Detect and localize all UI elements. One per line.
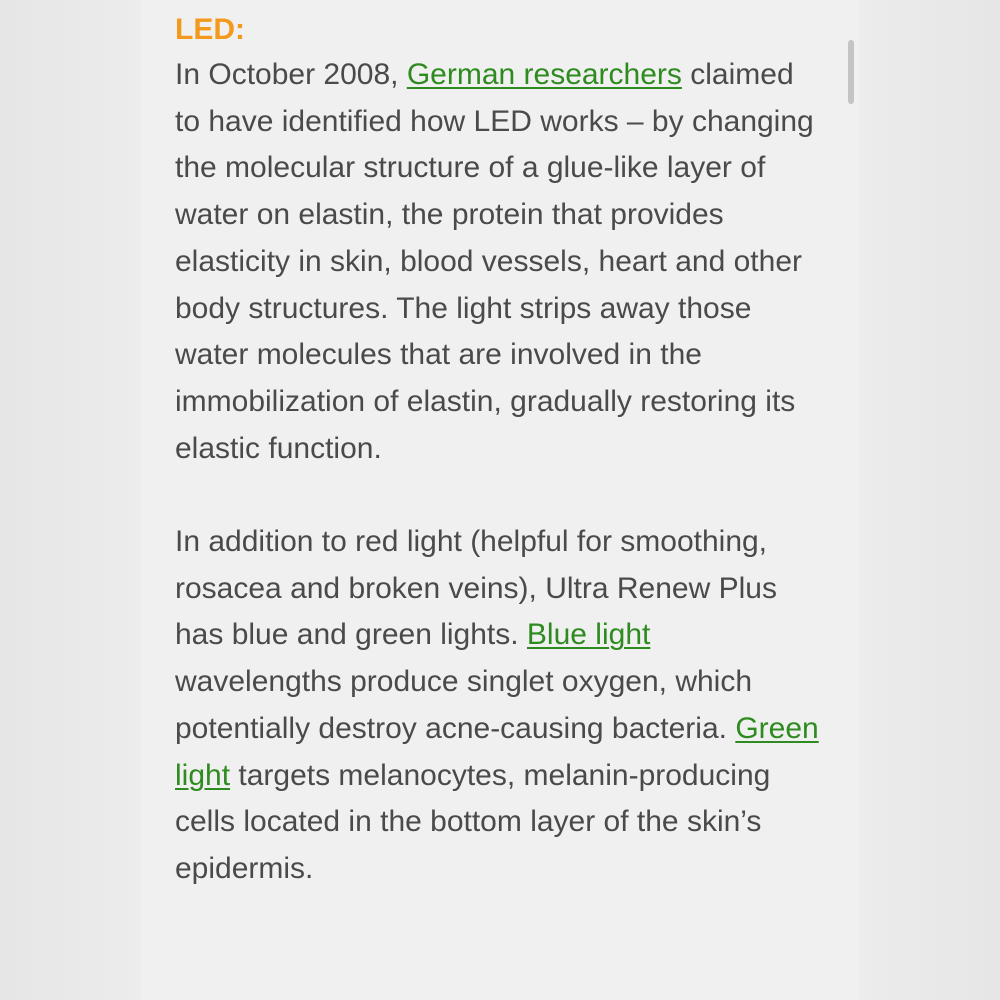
paragraph-text: claimed to have identified how LED works – by changing the molecular structure of a glue-like layer of water on elastin, the protein that provides elasticity in skin, blood vessels, heart and other body structures. The light strips away those water molecules that are involved in the immobilization of elastin, gradually restoring its elastic function. [175, 58, 814, 465]
paragraph-led-mechanism [175, 52, 825, 472]
green-light-link[interactable]: Green light [175, 711, 819, 792]
paragraph-text: targets melanocytes, melanin-producing cells located in the bottom layer of the skin’s epidermis. [175, 758, 771, 885]
scrollbar-thumb[interactable] [848, 40, 854, 104]
blue-light-link[interactable]: Blue light [526, 618, 651, 652]
paragraph-light-types [175, 519, 825, 893]
paragraph-text: In October 2008, [175, 58, 407, 91]
german-researchers-link[interactable]: German researchers [406, 58, 682, 91]
paragraph-text: In addition to red light (helpful for smoothing, rosacea and broken veins), Ultra Renew Plus has blue and green lights. [175, 525, 777, 652]
section-title: LED: [175, 13, 245, 46]
paragraph-text: wavelengths produce singlet oxygen, which potentially destroy acne-causing bacteria. [175, 665, 753, 745]
article-content [141, 0, 859, 1000]
